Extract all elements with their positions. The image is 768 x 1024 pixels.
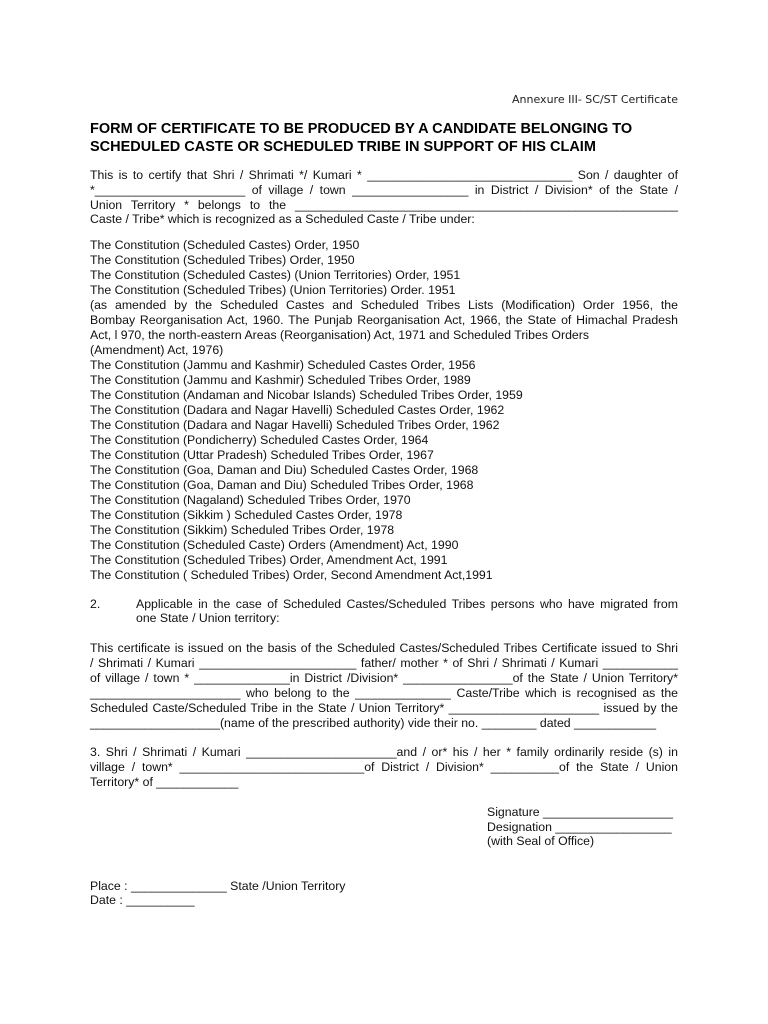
order-item: The Constitution (Sikkim ) Scheduled Castes Order, 1978 <box>90 508 403 522</box>
section-2-line: one State / Union territory: <box>136 611 280 625</box>
order-item: The Constitution (Scheduled Castes) (Union Territories) Order, 1951 <box>90 268 461 282</box>
section-2-number: 2. <box>90 597 101 611</box>
annexure-label: Annexure III- SC/ST Certificate <box>512 93 678 106</box>
seal-note: (with Seal of Office) <box>487 834 595 848</box>
migration-line: ______________________ who belong to the ______________ Caste/Tribe which is recognised as the <box>90 686 678 700</box>
order-item: The Constitution (Dadara and Nagar Havelli) Scheduled Tribes Order, 1962 <box>90 418 500 432</box>
form-title-line: FORM OF CERTIFICATE TO BE PRODUCED BY A CANDIDATE BELONGING TO <box>90 121 633 137</box>
order-item: The Constitution (Jammu and Kashmir) Scheduled Tribes Order, 1989 <box>90 373 471 387</box>
migration-line: ___________________(name of the prescribed authority) vide their no. ________ dated ____________ <box>90 716 657 730</box>
place-field: Place : ______________ State /Union Territory <box>90 879 346 893</box>
order-item: The Constitution ( Scheduled Tribes) Order, Second Amendment Act,1991 <box>90 568 493 582</box>
section-3-line: village / town* ___________________________of District / Division* __________of the State / Union <box>90 760 678 774</box>
order-item: The Constitution (Scheduled Caste) Orders (Amendment) Act, 1990 <box>90 538 459 552</box>
order-item: Act, l 970, the north-eastern Areas (Reorganisation) Act, 1971 and Scheduled Tribes Orders <box>90 328 589 342</box>
intro-line: *______________________ of village / town _________________ in District / Division* of the State / <box>90 183 678 197</box>
order-item: The Constitution (Scheduled Tribes) Order, 1950 <box>90 253 355 267</box>
order-item: The Constitution (Dadara and Nagar Havelli) Scheduled Castes Order, 1962 <box>90 403 505 417</box>
date-field: Date : __________ <box>90 893 195 907</box>
intro-line: Union Territory * belongs to the ________________________________________________________ <box>90 198 678 212</box>
section-3-line: 3. Shri / Shrimati / Kumari ______________________and / or* his / her * family ordinarily reside (s) in <box>90 745 678 759</box>
migration-line: Scheduled Caste/Scheduled Tribe in the State / Union Territory* ______________________ issued by the <box>90 701 678 715</box>
migration-line: of village / town * ______________in District /Division* ________________of the State / Union Territory* <box>90 671 678 685</box>
intro-line: Caste / Tribe* which is recognized as a Scheduled Caste / Tribe under: <box>90 212 475 226</box>
form-title <box>90 120 690 156</box>
order-item: The Constitution (Goa, Daman and Diu) Scheduled Castes Order, 1968 <box>90 463 479 477</box>
form-title-line: SCHEDULED CASTE OR SCHEDULED TRIBE IN SUPPORT OF HIS CLAIM <box>90 139 596 155</box>
order-item: (Amendment) Act, 1976) <box>90 343 224 357</box>
order-item: (as amended by the Scheduled Castes and Scheduled Tribes Lists (Modification) Order 1956, the <box>90 298 678 312</box>
section-2-line: Applicable in the case of Scheduled Castes/Scheduled Tribes persons who have migrated from <box>136 597 678 611</box>
order-item: The Constitution (Scheduled Tribes) (Union Territories) Order. 1951 <box>90 283 456 297</box>
intro-line: This is to certify that Shri / Shrimati */ Kumari * ______________________________ Son / daughter of <box>90 168 678 182</box>
migration-line: / Shrimati / Kumari _______________________ father/ mother * of Shri / Shrimati / Kumari ___________ <box>90 656 678 670</box>
designation-field: Designation _________________ <box>487 820 672 834</box>
order-item: The Constitution (Scheduled Tribes) Order, Amendment Act, 1991 <box>90 553 448 567</box>
order-item: The Constitution (Nagaland) Scheduled Tribes Order, 1970 <box>90 493 411 507</box>
migration-line: This certificate is issued on the basis of the Scheduled Castes/Scheduled Tribes Certificate issued to Shri <box>90 641 678 655</box>
order-item: The Constitution (Andaman and Nicobar Islands) Scheduled Tribes Order, 1959 <box>90 388 523 402</box>
order-item: The Constitution (Uttar Pradesh) Scheduled Tribes Order, 1967 <box>90 448 434 462</box>
order-item: The Constitution (Jammu and Kashmir) Scheduled Castes Order, 1956 <box>90 358 476 372</box>
section-3-line: Territory* of ____________ <box>90 775 239 789</box>
order-item: The Constitution (Pondicherry) Scheduled Castes Order, 1964 <box>90 433 429 447</box>
order-item: The Constitution (Scheduled Castes) Order, 1950 <box>90 238 360 252</box>
signature-field: Signature ___________________ <box>487 805 673 819</box>
order-item: The Constitution (Sikkim) Scheduled Tribes Order, 1978 <box>90 523 395 537</box>
order-item: The Constitution (Goa, Daman and Diu) Scheduled Tribes Order, 1968 <box>90 478 474 492</box>
order-item: Bombay Reorganisation Act, 1960. The Punjab Reorganisation Act, 1966, the State of Himachal Pradesh <box>90 313 678 327</box>
